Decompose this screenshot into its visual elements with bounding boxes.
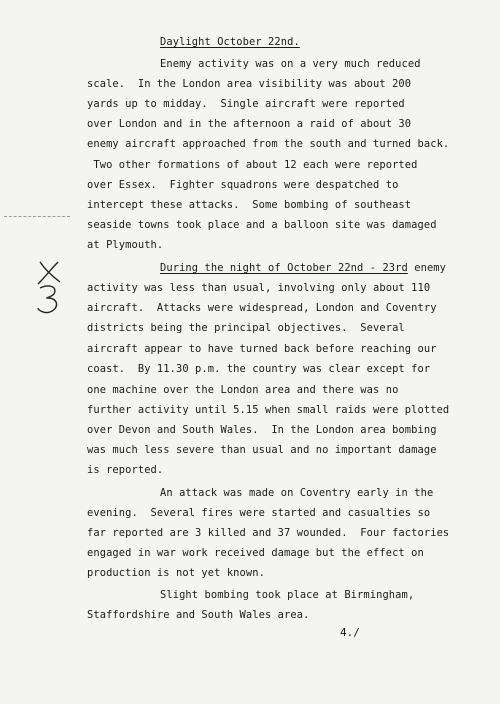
text-line: Two other formations of about 12 each were reported bbox=[87, 159, 418, 171]
text-line: Staffordshire and South Wales area. bbox=[87, 609, 310, 621]
text-line: coast. By 11.30 p.m. the country was clear except for bbox=[87, 363, 431, 375]
text-line: over Essex. Fighter squadrons were despatched to bbox=[87, 179, 399, 191]
text-line: evening. Several fires were started and casualties so bbox=[87, 507, 431, 519]
heading: Daylight October 22nd. bbox=[160, 36, 300, 48]
text-fragment: enemy bbox=[407, 262, 447, 274]
text-line: enemy aircraft approached from the south and turned back. bbox=[87, 138, 450, 150]
text-line: production is not yet known. bbox=[87, 567, 265, 579]
text-line: further activity until 5.15 when small raids were plotted bbox=[87, 404, 450, 416]
text-line: aircraft appear to have turned back before reaching our bbox=[87, 343, 437, 355]
text-line: yards up to midday. Single aircraft were reported bbox=[87, 98, 405, 110]
text-line: engaged in war work received damage but the effect on bbox=[87, 547, 424, 559]
text-line: An attack was made on Coventry early in the bbox=[160, 487, 434, 499]
text-line: intercept these attacks. Some bombing of southeast bbox=[87, 199, 412, 211]
handwritten-annotation bbox=[30, 258, 74, 316]
text-line: over Devon and South Wales. In the London area bombing bbox=[87, 424, 437, 436]
text-line: activity was less than usual, involving only about 110 bbox=[87, 282, 431, 294]
text-line: Slight bombing took place at Birmingham, bbox=[160, 589, 415, 601]
text-line: aircraft. Attacks were widespread, London and Coventry bbox=[87, 302, 437, 314]
text-line: far reported are 3 killed and 37 wounded. Four factories bbox=[87, 527, 450, 539]
text-line: seaside towns took place and a balloon site was damaged bbox=[87, 219, 437, 231]
text-line: over London and in the afternoon a raid of about 30 bbox=[87, 118, 412, 130]
text-line: was much less severe than usual and no important damage bbox=[87, 444, 437, 456]
text-line: Enemy activity was on a very much reduced bbox=[160, 58, 421, 70]
margin-divider bbox=[4, 216, 70, 217]
night-heading: During the night of October 22nd - 23rd bbox=[160, 262, 408, 274]
page-number: 4./ bbox=[340, 626, 360, 639]
text-line bbox=[160, 262, 446, 275]
text-line: is reported. bbox=[87, 464, 164, 476]
text-line: scale. In the London area visibility was about 200 bbox=[87, 78, 412, 90]
text-line: districts being the principal objectives. Several bbox=[87, 322, 405, 334]
text-line: one machine over the London area and there was no bbox=[87, 384, 399, 396]
text-line: at Plymouth. bbox=[87, 239, 164, 251]
